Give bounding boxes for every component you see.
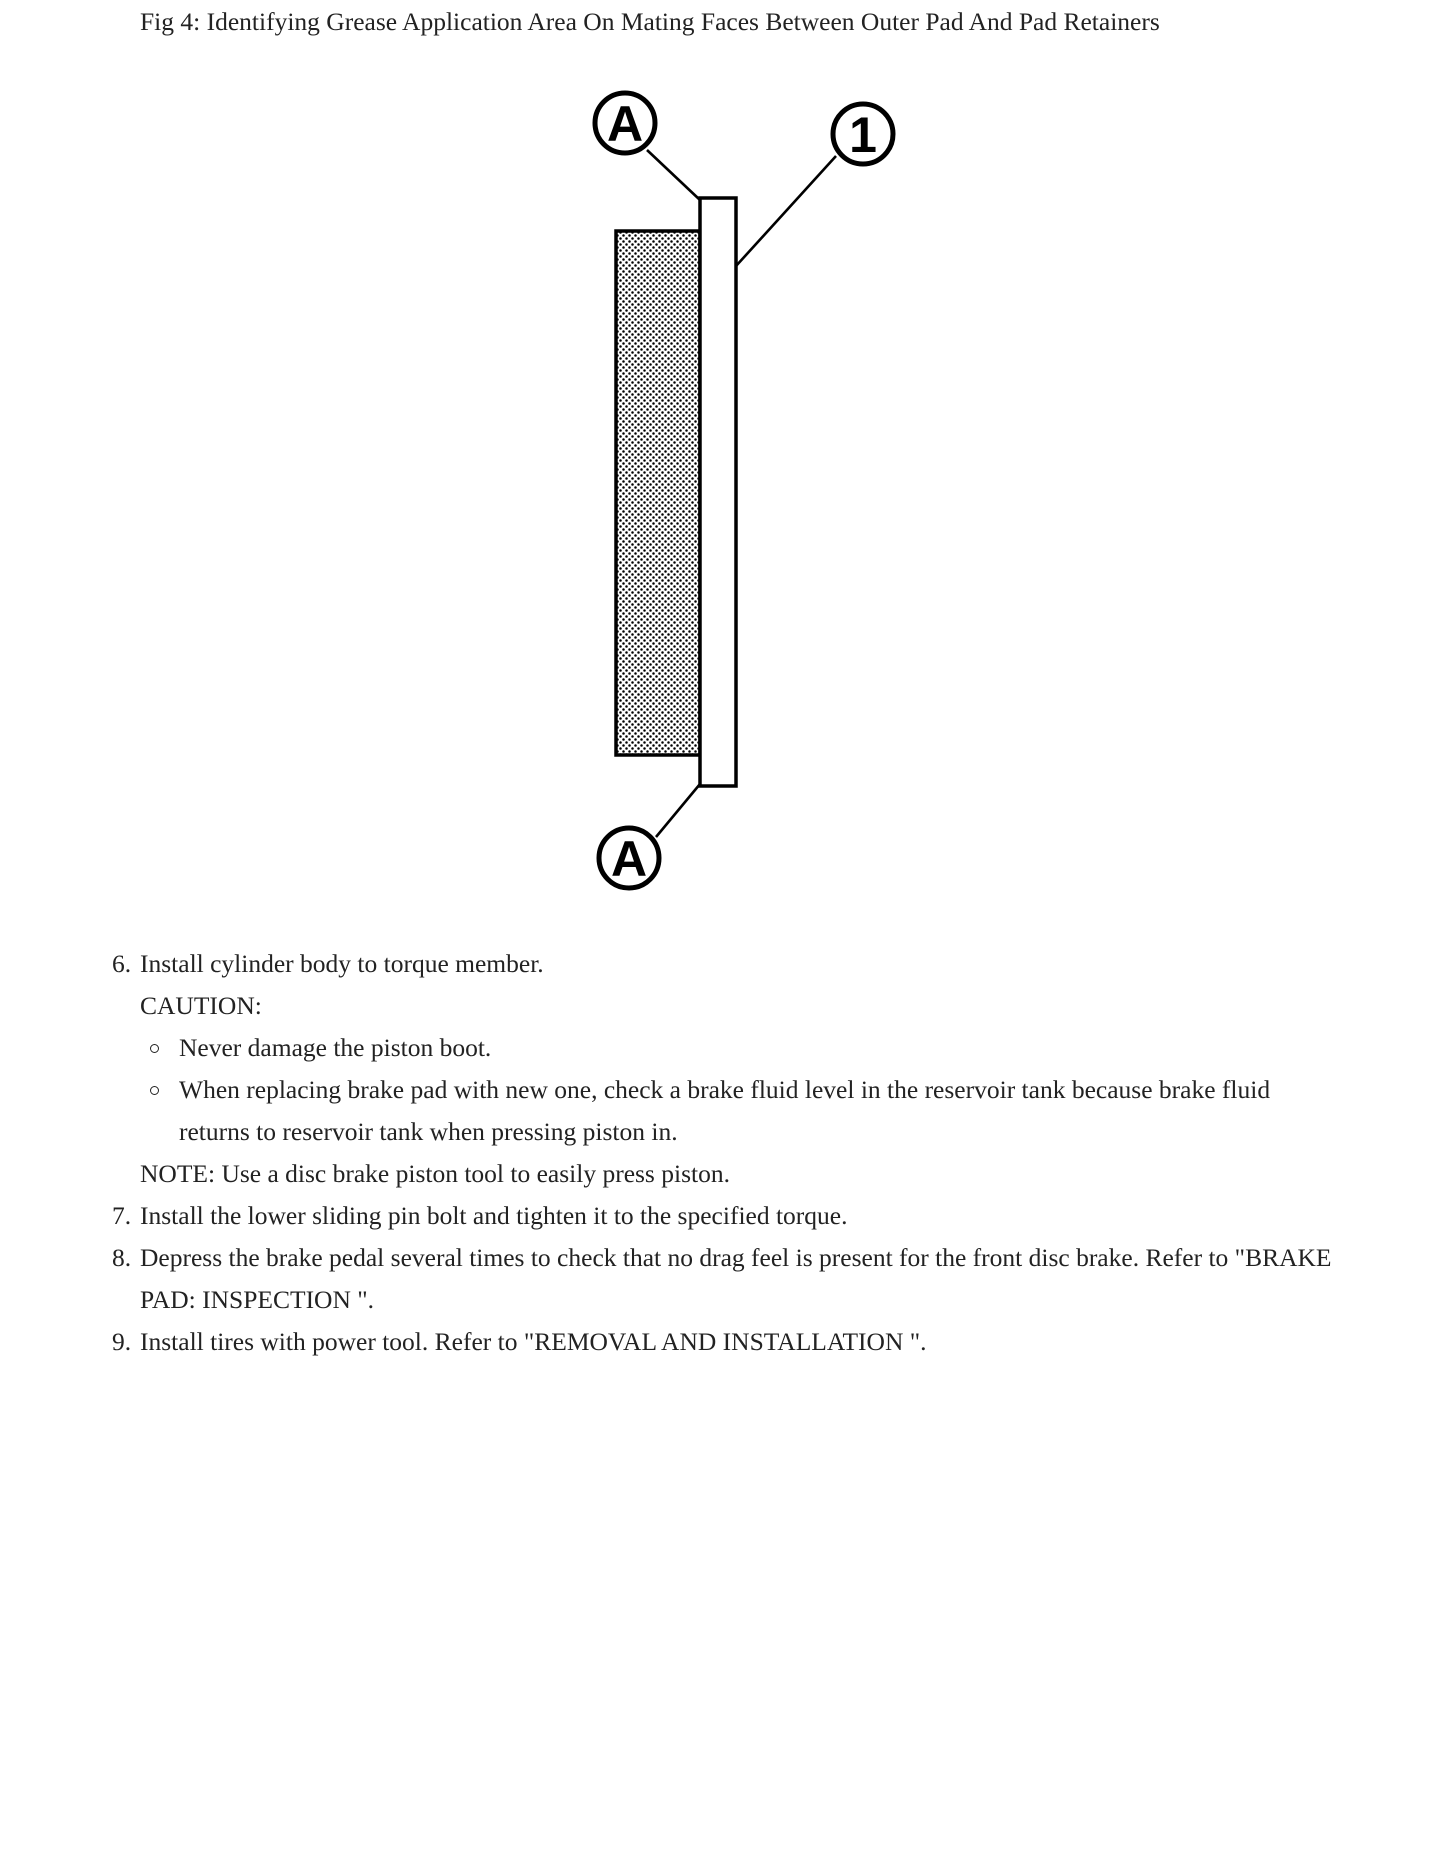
leader-line-1	[736, 156, 836, 266]
step-text: Install tires with power tool. Refer to "REMOVAL AND INSTALLATION ".	[140, 1327, 927, 1356]
caution-item	[0, 1027, 1445, 1069]
step-number: 6.	[112, 949, 132, 978]
step-8	[0, 1237, 1445, 1321]
step-text: Install the lower sliding pin bolt and tighten it to the specified torque.	[140, 1201, 848, 1230]
pad-friction-material	[616, 231, 700, 755]
step-number: 8.	[112, 1243, 132, 1272]
caution-label: CAUTION:	[140, 991, 262, 1020]
figure-caption: Fig 4: Identifying Grease Application Area On Mating Faces Between Outer Pad And Pad Retainers	[140, 7, 1160, 36]
leader-line-a-top	[647, 150, 700, 200]
callout-1	[833, 104, 893, 164]
caution-item	[0, 1069, 1445, 1153]
step-text: Depress the brake pedal several times to check that no drag feel is present for the front disc brake. Refer to "BRAKE PAD: INSPECTION ".	[140, 1243, 1332, 1314]
callout-1-label: 1	[849, 107, 877, 163]
step-text: Install cylinder body to torque member.	[140, 949, 544, 978]
caution-item-text: Never damage the piston boot.	[179, 1033, 492, 1062]
caution-item-text: When replacing brake pad with new one, check a brake fluid level in the reservoir tank because brake fluid returns to reservoir tank when pressing piston in.	[179, 1075, 1271, 1146]
callout-a-top	[595, 93, 655, 153]
callout-a-bottom-label: A	[610, 831, 648, 887]
step-6	[0, 943, 1445, 985]
procedure-steps	[0, 943, 1445, 1363]
brake-pad-diagram	[580, 84, 920, 904]
bullet-circle-icon	[150, 1044, 159, 1053]
step-number: 9.	[112, 1327, 132, 1356]
note-text: NOTE: Use a disc brake piston tool to easily press piston.	[140, 1159, 730, 1188]
leader-line-a-bottom	[656, 784, 700, 837]
bullet-circle-icon	[150, 1086, 159, 1095]
step-9	[0, 1321, 1445, 1363]
step-7	[0, 1195, 1445, 1237]
step-number: 7.	[112, 1201, 132, 1230]
callout-a-bottom	[599, 828, 659, 888]
callout-a-top-label: A	[606, 96, 644, 152]
pad-backing-plate	[700, 198, 736, 786]
diagram-svg	[580, 84, 920, 904]
